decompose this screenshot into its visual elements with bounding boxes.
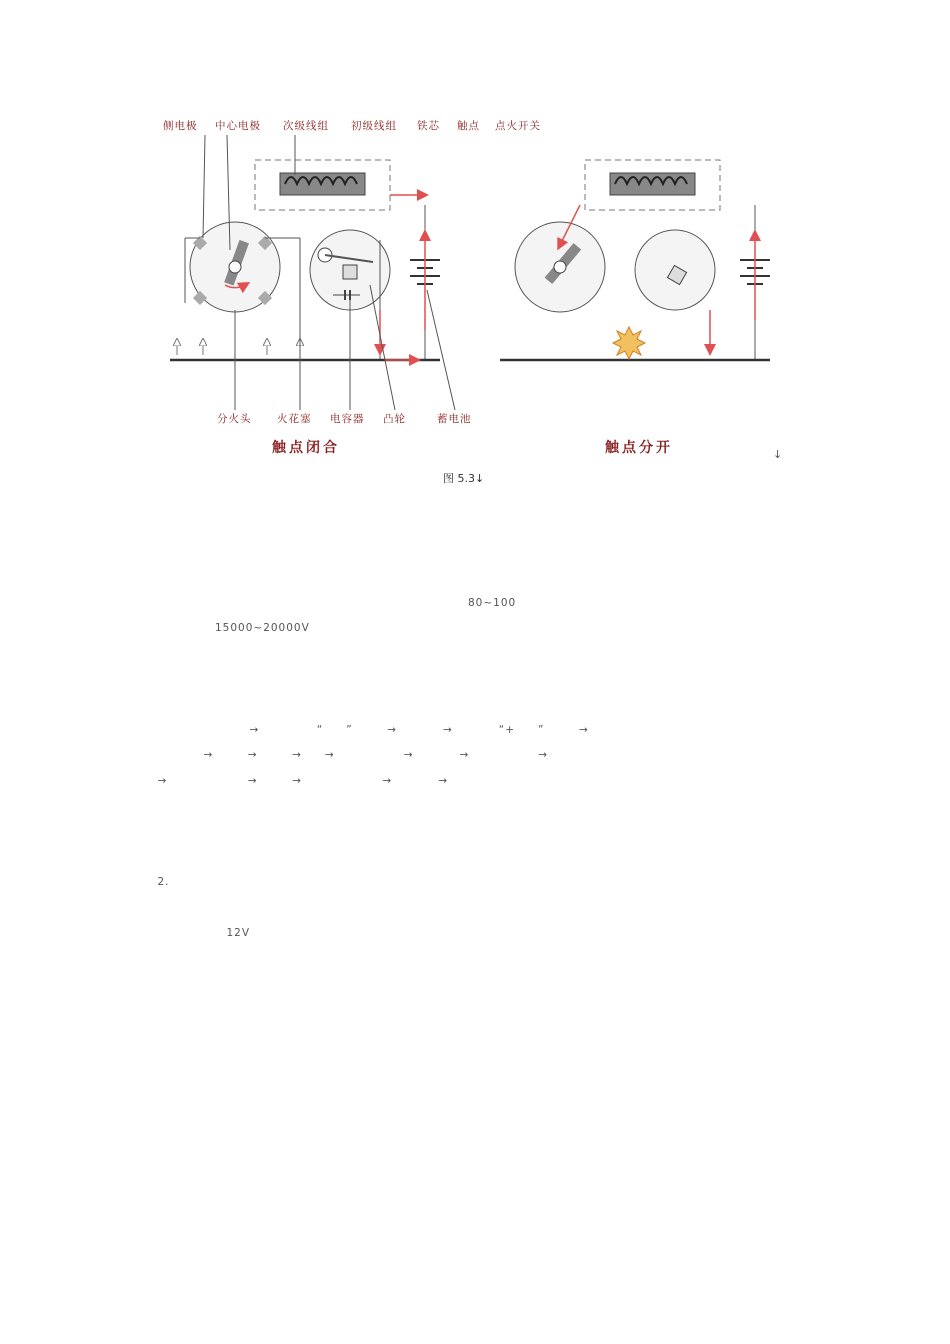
return-mark: ↓ — [773, 448, 783, 461]
label-secondary-winding: 次级线组 — [283, 120, 329, 132]
paragraph-line — [146, 642, 806, 667]
paragraph-line — [146, 1023, 806, 1048]
label-side-electrode: 侧电极 — [163, 120, 198, 132]
paragraph-line — [146, 667, 806, 692]
caption-contacts-open: 触点分开 — [605, 440, 673, 456]
ignition-diagram — [155, 110, 795, 470]
label-contacts: 触点 — [457, 120, 480, 132]
paragraph-line — [146, 565, 806, 590]
label-ignition-switch: 点火开关 — [495, 120, 541, 132]
label-battery: 蓄电池 — [437, 413, 472, 425]
paragraph-line: → “ ” → → “+ ” → — [146, 723, 589, 736]
paragraph-line: → → → → → → → — [146, 749, 583, 762]
label-spark-plug: 火花塞 — [277, 413, 312, 425]
contacts-open-diagram — [500, 160, 770, 360]
label-iron-core: 铁芯 — [417, 120, 440, 132]
paragraph-line: → → → → → — [146, 774, 575, 787]
label-rotor: 分火头 — [217, 413, 252, 425]
paragraph-line: 15000~20000V — [146, 622, 575, 635]
label-center-electrode: 中心电极 — [215, 120, 261, 132]
label-primary-winding: 初级线组 — [351, 120, 397, 132]
label-cam: 凸轮 — [383, 413, 406, 425]
paragraph-line — [146, 1048, 806, 1073]
caption-contacts-closed: 触点闭合 — [272, 440, 340, 456]
label-capacitor: 电容器 — [330, 413, 365, 425]
paragraph-line — [146, 845, 806, 870]
section-heading: 2. — [146, 876, 331, 889]
paragraph-line — [146, 1074, 806, 1099]
contacts-closed-diagram — [170, 135, 455, 410]
paragraph-line — [146, 540, 806, 565]
paragraph-line — [146, 896, 806, 921]
figure-number: 图 5.3↓ — [443, 472, 485, 485]
paragraph-line: 80~100 — [146, 596, 586, 609]
paragraph-line: 12V — [146, 927, 481, 940]
paragraph-line — [146, 794, 806, 819]
paragraph-line — [146, 692, 806, 717]
paragraph-line — [146, 947, 806, 972]
paragraph-line — [146, 972, 806, 997]
paragraph-line — [146, 819, 806, 844]
body-text — [146, 540, 806, 1099]
paragraph-line — [146, 997, 806, 1022]
